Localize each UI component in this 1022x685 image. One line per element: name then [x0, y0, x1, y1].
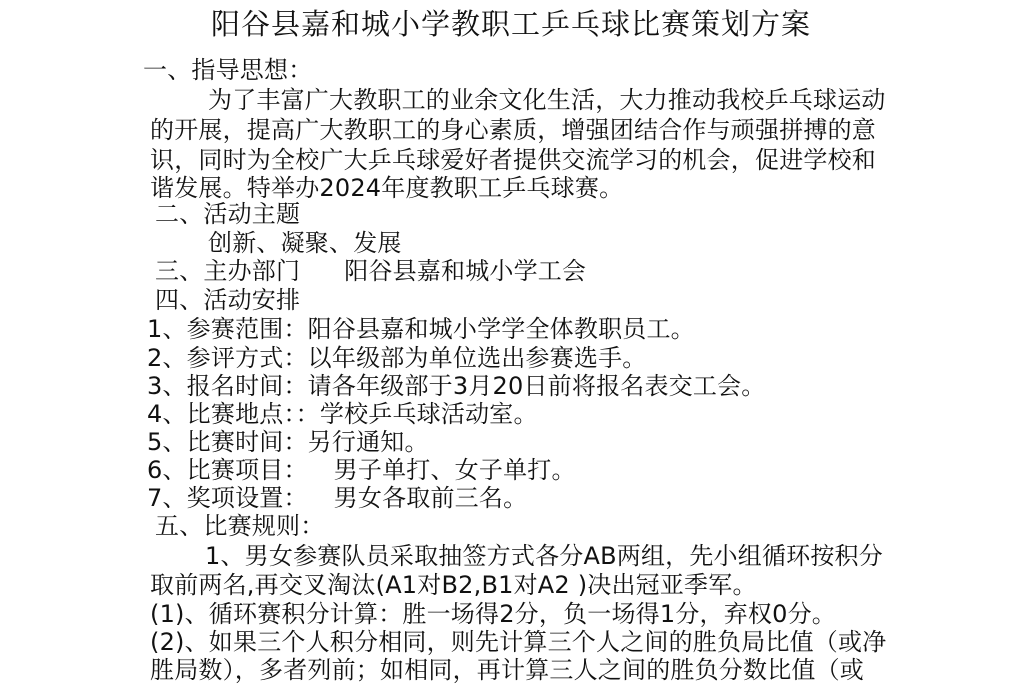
theme-text: 创新、凝聚、发展: [208, 229, 402, 257]
item-label: 3、报名时间：: [147, 372, 308, 400]
item-value: 请各年级部于3月20日前将报名表交工会。: [307, 372, 766, 400]
item-label: 6、比赛项目：: [147, 456, 308, 484]
rules-line: (2)、如果三个人积分相同，则先计算三个人之间的胜负局比值（或净: [150, 628, 887, 656]
rules-line: 取前两名,再交叉淘汰(A1对B2,B1对A2 )决出冠亚季军。: [150, 571, 757, 599]
paragraph-line: 识，同时为全校广大乒乓球爱好者提供交流学习的机会，促进学校和: [150, 146, 876, 174]
organizer-text: 阳谷县嘉和城小学工会: [344, 257, 587, 285]
paragraph-line: 的开展，提高广大教职工的身心素质，增强团结合作与顽强拼搏的意: [150, 116, 876, 144]
document-title: 阳谷县嘉和城小学教职工乒乓球比赛策划方案: [210, 7, 811, 41]
rules-line: (1)、循环赛积分计算：胜一场得2分，负一场得1分，弃权0分。: [150, 600, 837, 628]
item-value: 阳谷县嘉和城小学学全体教职员工。: [307, 315, 695, 343]
item-value: 男女各取前三名。: [333, 484, 528, 512]
organizer-label: 三、主办部门: [155, 257, 301, 285]
arrangement-item: [147, 399, 538, 429]
section-heading-organizer: [155, 256, 586, 286]
item-label: 1、参赛范围：: [147, 315, 308, 343]
paragraph-line: 谐发展。特举办2024年度教职工乒乓球赛。: [150, 174, 624, 202]
item-value: 另行通知。: [307, 428, 429, 456]
paragraph-line: 为了丰富广大教职工的业余文化生活，大力推动我校乒乓球运动: [208, 86, 886, 114]
item-value: ：学校乒乓球活动室。: [295, 400, 538, 428]
item-label: 5、比赛时间：: [147, 428, 308, 456]
arrangement-item: [147, 371, 765, 401]
arrangement-item: [147, 314, 695, 344]
section-heading-arrangement: 四、活动安排: [155, 286, 301, 314]
item-label: 2、参评方式：: [147, 344, 308, 372]
item-label: 7、奖项设置：: [147, 484, 308, 512]
item-value: 以年级部为单位选出参赛选手。: [307, 344, 647, 372]
arrangement-item: [147, 483, 527, 513]
rules-line: 胜局数），多者列前；如相同，再计算三人之间的胜负分数比值（或: [150, 656, 864, 684]
item-label: 4、比赛地点：: [147, 400, 296, 428]
section-heading-guiding: 一、指导思想：: [143, 56, 313, 84]
section-heading-rules: 五、比赛规则：: [155, 512, 325, 540]
item-value: 男子单打、女子单打。: [333, 456, 576, 484]
rules-line: 1、男女参赛队员采取抽签方式各分AB两组，先小组循环按积分: [205, 542, 883, 570]
arrangement-item: [147, 427, 429, 457]
arrangement-item: [147, 343, 646, 373]
section-heading-theme: 二、活动主题: [155, 200, 301, 228]
arrangement-item: [147, 455, 576, 485]
